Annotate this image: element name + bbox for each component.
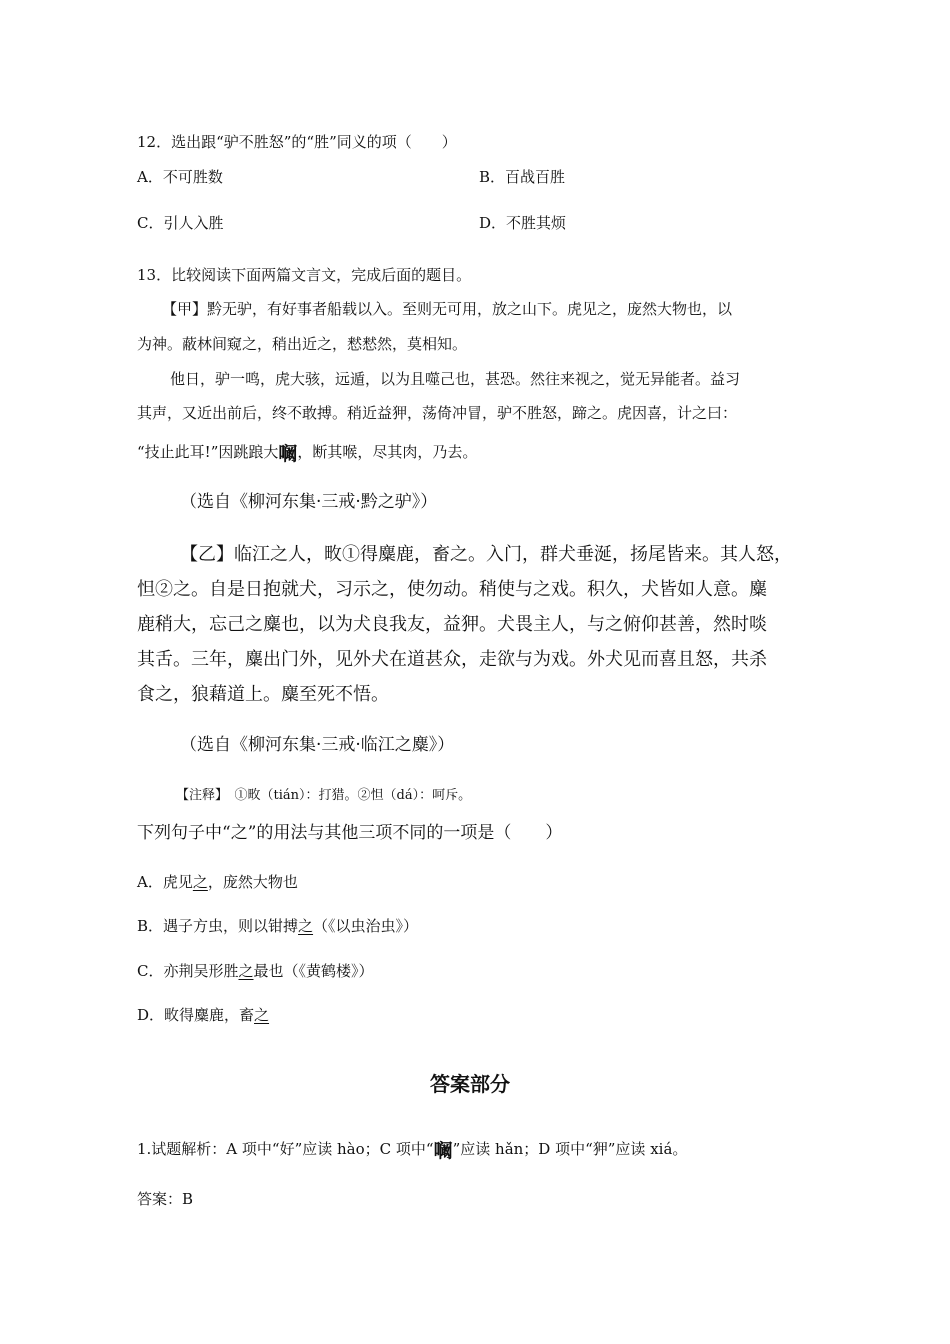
q12-option-b: B．百战百胜 [479, 168, 566, 186]
q13-stem: 13．比较阅读下面两篇文言文，完成后面的题目。 [137, 266, 472, 284]
q13-option-a [137, 871, 298, 892]
passage-jia-source: （选自《柳河东集·三戒·黔之驴》） [180, 492, 438, 512]
q13-option-c [137, 960, 374, 981]
q12-option-a: A．不可胜数 [137, 168, 223, 186]
q12-option-d: D．不胜其烦 [479, 214, 567, 232]
rare-character-glyph: 㘎 [278, 443, 298, 465]
option-text: A．虎见 [137, 873, 193, 891]
q12-option-c: C．引人入胜 [137, 214, 224, 232]
passage-yi-line: 怛②之。自是日抱就犬，习示之，使勿动。稍使与之戏。积久，犬皆如人意。麋 [137, 579, 767, 600]
answer-text: 1.试题解析：A 项中“好”应读 hào；C 项中“ [137, 1140, 434, 1158]
passage-yi-line: 鹿稍大，忘己之麋也，以为犬良我友，益狎。犬畏主人，与之俯仰甚善，然时啖 [137, 614, 767, 635]
underlined-word: 之 [254, 1006, 270, 1024]
option-text: ，庞然大物也 [207, 873, 298, 891]
option-text: B．遇子方虫，则以钳搏 [137, 917, 299, 935]
passage-jia-line: 其声，又近出前后，终不敢搏。稍近益狎，荡倚冲冒，驴不胜怒，蹄之。虎因喜，计之曰： [137, 404, 738, 422]
answer-text: ”应读 hǎn；D 项中“狎”应读 xiá。 [452, 1140, 688, 1158]
q13-option-d [137, 1004, 269, 1025]
underlined-word: 之 [192, 873, 208, 891]
passage-yi-source: （选自《柳河东集·三戒·临江之麋》） [180, 735, 455, 755]
annotation-note: 【注释】 ①畋（tián）：打猎。②怛（dá）：呵斥。 [176, 788, 472, 803]
option-text: C．亦荆吴形胜 [137, 962, 239, 980]
answer-1-analysis [137, 1133, 687, 1160]
passage-jia-text: ，断其喉，尽其肉，乃去。 [297, 443, 478, 461]
passage-yi-line: 【乙】临江之人，畋①得麋鹿，畜之。入门，群犬垂涎，扬尾皆来。其人怒， [180, 544, 792, 565]
passage-jia-text: “技止此耳!”因跳踉大 [137, 443, 279, 461]
option-text: 最也（《黄鹤楼》） [253, 962, 374, 980]
passage-jia-line: 【甲】黔无驴，有好事者船载以入。至则无可用，放之山下。虎见之，庞然大物也，以 [162, 300, 733, 318]
option-text: D．畋得麋鹿，畜 [137, 1006, 255, 1024]
underlined-word: 之 [298, 917, 314, 935]
passage-yi-line: 其舌。三年，麋出门外，见外犬在道甚众，走欲与为戏。外犬见而喜且怒，共杀 [137, 649, 767, 670]
q12-stem: 12．选出跟“驴不胜怒”的“胜”同义的项（ ） [137, 133, 457, 151]
passage-jia-line: 他日，驴一鸣，虎大骇，远遁，以为且噬己也，甚恐。然往来视之，觉无异能者。益习 [170, 370, 741, 388]
rare-character-glyph: 㘎 [433, 1140, 453, 1162]
option-text: （《以虫治虫》） [313, 917, 419, 935]
passage-yi-line: 食之，狼藉道上。麋至死不悟。 [137, 684, 389, 705]
passage-jia-line [137, 436, 477, 463]
passage-jia-line: 为神。蔽林间窥之，稍出近之，慭慭然，莫相知。 [137, 335, 468, 353]
answers-title: 答案部分 [430, 1072, 510, 1096]
q13-option-b [137, 915, 418, 936]
answer-1-key: 答案：B [137, 1190, 194, 1208]
q13-question: 下列句子中“之”的用法与其他三项不同的一项是（ ） [137, 823, 563, 843]
underlined-word: 之 [238, 962, 254, 980]
